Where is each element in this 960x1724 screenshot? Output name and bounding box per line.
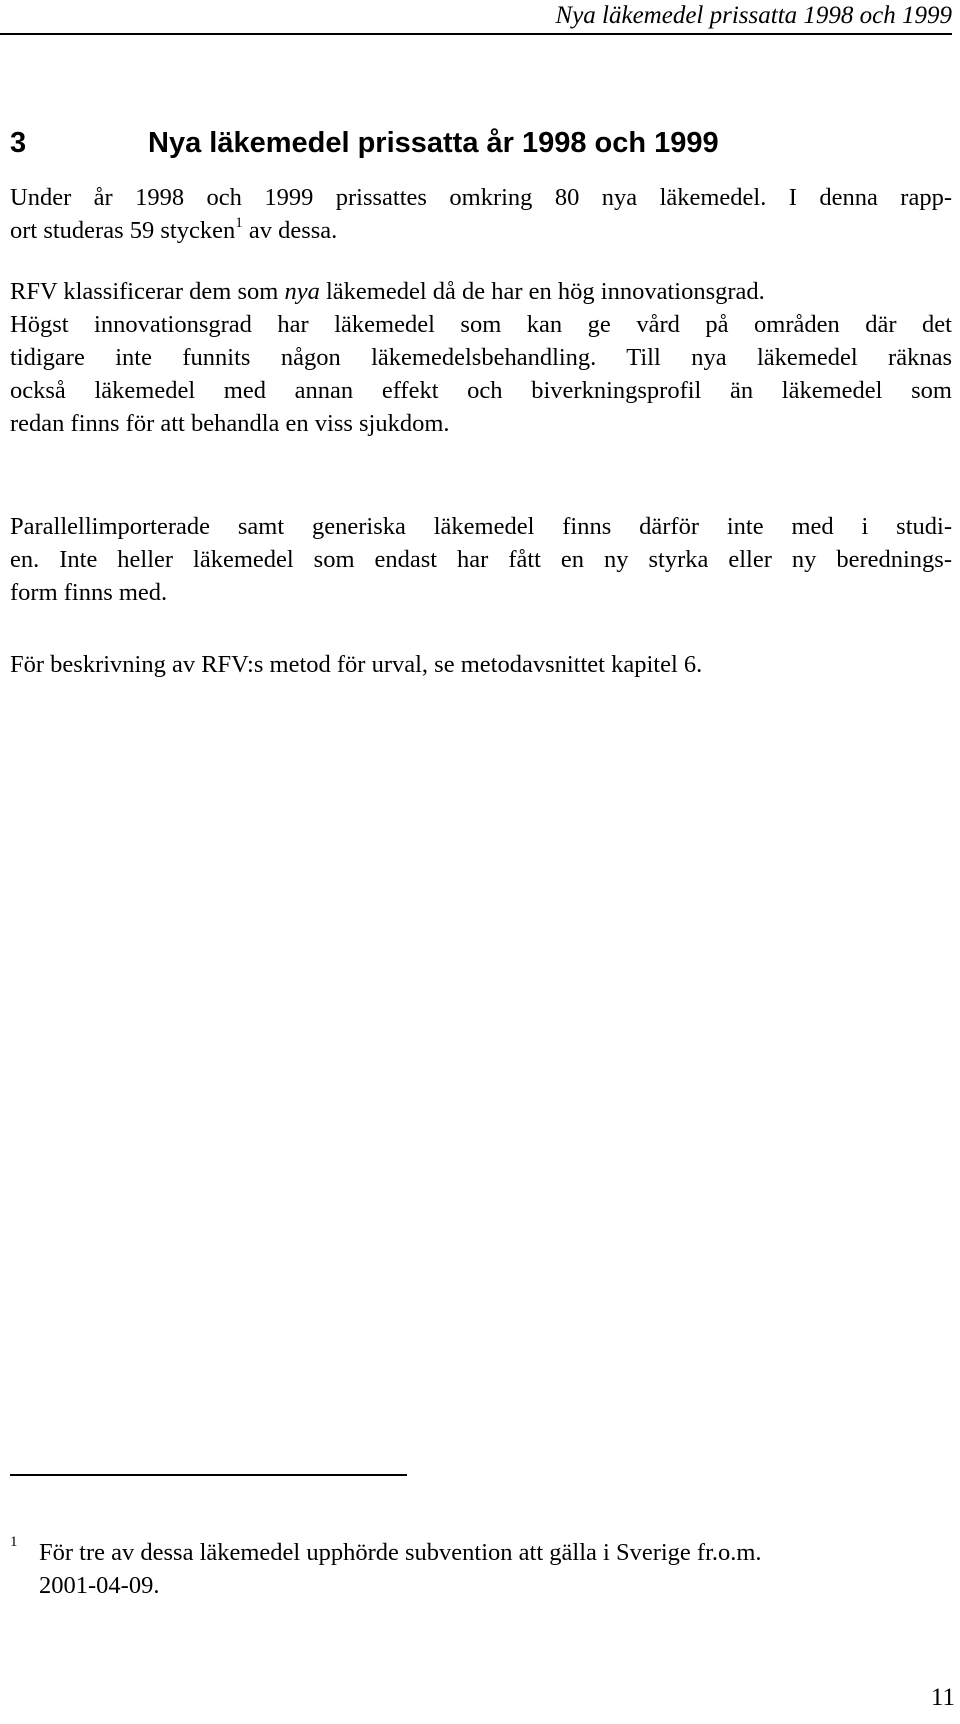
- footnote-line: För tre av dessa läkemedel upphörde subvention att gälla i Sverige fr.o.m.: [39, 1539, 762, 1566]
- paragraph-line: Parallellimporterade samt generiska läkemedel finns därför inte med i studi-: [10, 513, 952, 540]
- paragraph-line: tidigare inte funnits någon läkemedelsbehandling. Till nya läkemedel räknas: [10, 344, 952, 371]
- page-number: 11: [930, 1684, 955, 1711]
- footnote-separator: [10, 1474, 407, 1476]
- paragraph-line: [10, 214, 952, 247]
- paragraph-exclusions: [10, 510, 952, 609]
- footnote: [10, 1536, 762, 1602]
- footnote-text: [39, 1536, 762, 1602]
- paragraph-line: form finns med.: [10, 579, 168, 606]
- paragraph-line: Under år 1998 och 1999 prissattes omkring 80 nya läkemedel. I denna rapp-: [10, 184, 952, 211]
- paragraph-classification: [10, 275, 952, 440]
- paragraph-line: För beskrivning av RFV:s metod för urval, se metodavsnittet kapitel 6.: [10, 651, 703, 678]
- text-run: läkemedel då de har en hög innovationsgrad.: [319, 278, 765, 305]
- paragraph-intro: [10, 181, 952, 247]
- chapter-title: Nya läkemedel prissatta år 1998 och 1999: [148, 127, 719, 159]
- footnote-reference[interactable]: 1: [235, 215, 243, 231]
- emphasis-nya: nya: [284, 278, 320, 305]
- footnote-line: 2001-04-09.: [39, 1572, 160, 1599]
- paragraph-line: [10, 275, 952, 308]
- chapter-heading: [10, 127, 719, 160]
- text-run: ort studeras 59 stycken: [10, 217, 236, 244]
- paragraph-method-reference: [10, 648, 952, 681]
- paragraph-line: en. Inte heller läkemedel som endast har fått en ny styrka eller ny berednings-: [10, 546, 952, 573]
- paragraph-line: också läkemedel med annan effekt och biverkningsprofil än läkemedel som: [10, 377, 952, 404]
- paragraph-line: Högst innovationsgrad har läkemedel som kan ge vård på områden där det: [10, 311, 952, 338]
- footnote-marker: 1: [10, 1534, 18, 1550]
- chapter-number: 3: [10, 127, 27, 159]
- paragraph-line: redan finns för att behandla en viss sjukdom.: [10, 410, 450, 437]
- text-run: av dessa.: [242, 217, 338, 244]
- text-run: RFV klassificerar dem som: [10, 278, 285, 305]
- running-header: [0, 0, 952, 35]
- running-header-title: Nya läkemedel prissatta 1998 och 1999: [555, 2, 952, 29]
